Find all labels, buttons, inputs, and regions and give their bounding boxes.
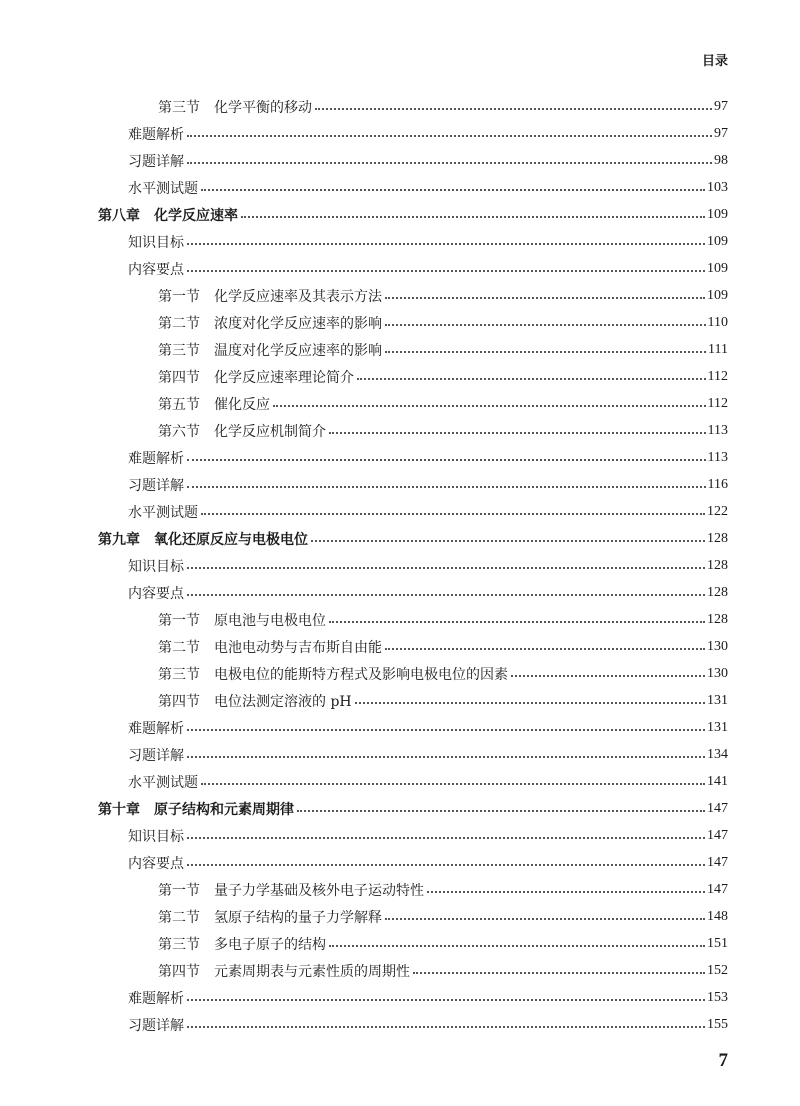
dot-leader: [187, 728, 705, 731]
toc-subentry[interactable]: [0, 471, 728, 498]
table-of-contents: [0, 93, 800, 1038]
toc-section-entry[interactable]: [0, 282, 728, 309]
toc-entry-page: 130: [707, 665, 728, 681]
dot-leader: [187, 161, 712, 164]
toc-entry-label: [98, 529, 308, 549]
dot-leader: [187, 485, 706, 488]
dot-leader: [201, 782, 705, 785]
toc-entry-title: 化学反应速率及其表示方法: [214, 288, 382, 305]
toc-entry-number: 第十章: [98, 801, 140, 818]
toc-entry-label: [158, 421, 326, 441]
toc-entry-title: 习题详解: [128, 1017, 184, 1034]
toc-entry-page: 128: [707, 584, 728, 600]
toc-entry-number: 第六节: [158, 423, 200, 440]
dot-leader: [187, 1025, 705, 1028]
toc-subentry[interactable]: [0, 147, 728, 174]
toc-entry-title: 水平测试题: [128, 180, 198, 197]
toc-subentry[interactable]: [0, 822, 728, 849]
toc-subentry[interactable]: [0, 255, 728, 282]
toc-entry-page: 141: [707, 773, 728, 789]
toc-entry-title: 催化反应: [214, 396, 270, 413]
toc-entry-label: [158, 610, 326, 630]
toc-section-entry[interactable]: [0, 309, 728, 336]
toc-entry-title: 内容要点: [128, 855, 184, 872]
toc-chapter-entry[interactable]: [0, 201, 728, 228]
dot-leader: [273, 404, 706, 407]
toc-entry-page: 128: [707, 611, 728, 627]
toc-entry-title: 内容要点: [128, 585, 184, 602]
toc-subentry[interactable]: [0, 120, 728, 147]
toc-entry-number: 第一节: [158, 612, 200, 629]
dot-leader: [385, 296, 705, 299]
toc-entry-number: 第一节: [158, 882, 200, 899]
toc-entry-page: 112: [707, 395, 728, 411]
dot-leader: [201, 188, 705, 191]
toc-entry-number: 第四节: [158, 369, 200, 386]
toc-entry-page: 147: [707, 800, 728, 816]
toc-entry-label: [128, 772, 198, 792]
toc-entry-label: [98, 205, 238, 225]
toc-entry-label: [158, 394, 270, 414]
toc-entry-label: [158, 286, 382, 306]
toc-section-entry[interactable]: [0, 930, 728, 957]
toc-subentry[interactable]: [0, 849, 728, 876]
toc-entry-page: 112: [707, 368, 728, 384]
dot-leader: [187, 458, 706, 461]
dot-leader: [187, 566, 705, 569]
toc-entry-label: [158, 340, 382, 360]
dot-leader: [297, 809, 705, 812]
toc-entry-title: 化学平衡的移动: [214, 99, 312, 116]
toc-entry-number: 第九章: [98, 531, 140, 548]
toc-entry-label: [158, 691, 352, 711]
toc-entry-number: 第五节: [158, 396, 200, 413]
toc-entry-label: [158, 367, 354, 387]
toc-subentry[interactable]: [0, 552, 728, 579]
toc-entry-page: 155: [707, 1016, 728, 1032]
toc-entry-title: 习题详解: [128, 747, 184, 764]
toc-entry-page: 134: [707, 746, 728, 762]
toc-entry-title: 知识目标: [128, 828, 184, 845]
dot-leader: [385, 647, 705, 650]
toc-entry-title: 难题解析: [128, 450, 184, 467]
dot-leader: [355, 701, 705, 704]
dot-leader: [187, 863, 705, 866]
toc-entry-title: 难题解析: [128, 720, 184, 737]
toc-entry-page: 153: [707, 989, 728, 1005]
dot-leader: [329, 944, 705, 947]
toc-entry-number: 第二节: [158, 315, 200, 332]
toc-section-entry[interactable]: [0, 876, 728, 903]
toc-entry-page: 97: [714, 125, 728, 141]
toc-entry-page: 116: [707, 476, 728, 492]
toc-entry-title: 电池电动势与吉布斯自由能: [214, 639, 382, 656]
toc-subentry[interactable]: [0, 174, 728, 201]
toc-entry-label: [128, 232, 184, 252]
dot-leader: [427, 890, 705, 893]
toc-entry-label: [128, 718, 184, 738]
toc-entry-number: 第三节: [158, 936, 200, 953]
toc-subentry[interactable]: [0, 768, 728, 795]
toc-entry-label: [128, 502, 198, 522]
toc-entry-page: 110: [707, 314, 728, 330]
toc-entry-number: 第三节: [158, 666, 200, 683]
toc-subentry[interactable]: [0, 579, 728, 606]
toc-section-entry[interactable]: [0, 390, 728, 417]
toc-entry-label: [128, 988, 184, 1008]
dot-leader: [187, 269, 705, 272]
toc-entry-label: [128, 853, 184, 873]
toc-entry-title: 化学反应机制简介: [214, 423, 326, 440]
toc-entry-page: 147: [707, 827, 728, 843]
toc-entry-number: 第四节: [158, 693, 200, 710]
toc-entry-label: [128, 556, 184, 576]
toc-entry-title: 氧化还原反应与电极电位: [154, 531, 308, 548]
toc-entry-number: 第三节: [158, 342, 200, 359]
toc-entry-label: [128, 259, 184, 279]
toc-entry-title: 元素周期表与元素性质的周期性: [214, 963, 410, 980]
toc-entry-label: [128, 124, 184, 144]
dot-leader: [413, 971, 705, 974]
toc-entry-page: 111: [708, 341, 728, 357]
dot-leader: [315, 107, 712, 110]
toc-entry-page: 109: [707, 260, 728, 276]
toc-section-entry[interactable]: [0, 363, 728, 390]
toc-entry-page: 147: [707, 881, 728, 897]
toc-entry-label: [158, 907, 382, 927]
toc-chapter-entry[interactable]: [0, 795, 728, 822]
toc-entry-page: 128: [707, 557, 728, 573]
toc-entry-title: 多电子原子的结构: [214, 936, 326, 953]
dot-leader: [329, 431, 706, 434]
toc-entry-page: 131: [707, 719, 728, 735]
toc-chapter-entry[interactable]: [0, 525, 728, 552]
toc-subentry[interactable]: [0, 714, 728, 741]
toc-section-entry[interactable]: [0, 336, 728, 363]
toc-entry-label: [158, 934, 326, 954]
toc-entry-page: 113: [707, 449, 728, 465]
page-number: 7: [718, 1050, 728, 1071]
toc-entry-page: 148: [707, 908, 728, 924]
dot-leader: [201, 512, 705, 515]
toc-entry-title: 难题解析: [128, 126, 184, 143]
dot-leader: [187, 134, 712, 137]
toc-section-entry[interactable]: [0, 903, 728, 930]
toc-subentry[interactable]: [0, 984, 728, 1011]
toc-entry-page: 97: [714, 98, 728, 114]
toc-section-entry[interactable]: [0, 957, 728, 984]
toc-entry-title: 原电池与电极电位: [214, 612, 326, 629]
toc-section-entry[interactable]: [0, 93, 728, 120]
toc-entry-title: 电极电位的能斯特方程式及影响电极电位的因素: [214, 666, 508, 683]
toc-entry-title: 水平测试题: [128, 504, 198, 521]
toc-section-entry[interactable]: [0, 687, 728, 714]
dot-leader: [187, 836, 705, 839]
dot-leader: [187, 242, 705, 245]
running-header: 目录: [701, 53, 728, 68]
toc-entry-title: 难题解析: [128, 990, 184, 1007]
toc-entry-label: [98, 799, 294, 819]
toc-entry-label: [158, 97, 312, 117]
toc-entry-number: 第二节: [158, 909, 200, 926]
toc-entry-label: [128, 745, 184, 765]
toc-section-entry[interactable]: [0, 633, 728, 660]
toc-entry-number: 第一节: [158, 288, 200, 305]
dot-leader: [385, 323, 706, 326]
toc-entry-page: 152: [707, 962, 728, 978]
toc-entry-page: 151: [707, 935, 728, 951]
toc-entry-label: [128, 448, 184, 468]
toc-entry-title: 知识目标: [128, 234, 184, 251]
toc-entry-title: 习题详解: [128, 153, 184, 170]
toc-entry-label: [128, 826, 184, 846]
toc-entry-label: [158, 664, 508, 684]
toc-entry-title: 温度对化学反应速率的影响: [214, 342, 382, 359]
toc-entry-title: 知识目标: [128, 558, 184, 575]
toc-entry-title: 化学反应速率理论简介: [214, 369, 354, 386]
toc-section-entry[interactable]: [0, 606, 728, 633]
toc-entry-label: [128, 178, 198, 198]
toc-entry-title: 化学反应速率: [154, 207, 238, 224]
dot-leader: [385, 350, 706, 353]
toc-entry-page: 109: [707, 233, 728, 249]
toc-entry-label: [158, 961, 410, 981]
toc-entry-page: 98: [714, 152, 728, 168]
toc-entry-title: 氢原子结构的量子力学解释: [214, 909, 382, 926]
dot-leader: [357, 377, 706, 380]
toc-entry-page: 131: [707, 692, 728, 708]
dot-leader: [187, 998, 705, 1001]
toc-entry-page: 103: [707, 179, 728, 195]
toc-entry-number: 第二节: [158, 639, 200, 656]
toc-subentry[interactable]: [0, 1011, 728, 1038]
toc-entry-page: 109: [707, 206, 728, 222]
toc-entry-label: [128, 151, 184, 171]
toc-entry-title: 习题详解: [128, 477, 184, 494]
toc-entry-label: [158, 313, 382, 333]
toc-subentry[interactable]: [0, 228, 728, 255]
toc-entry-page: 128: [707, 530, 728, 546]
toc-entry-title: 电位法测定溶液的 pH: [214, 693, 352, 710]
toc-entry-page: 122: [707, 503, 728, 519]
toc-entry-label: [158, 637, 382, 657]
toc-entry-number: 第八章: [98, 207, 140, 224]
dot-leader: [511, 674, 705, 677]
toc-entry-title: 内容要点: [128, 261, 184, 278]
toc-section-entry[interactable]: [0, 660, 728, 687]
dot-leader: [241, 215, 705, 218]
toc-entry-number: 第三节: [158, 99, 200, 116]
toc-entry-label: [158, 880, 424, 900]
toc-entry-title: 浓度对化学反应速率的影响: [214, 315, 382, 332]
toc-subentry[interactable]: [0, 741, 728, 768]
toc-section-entry[interactable]: [0, 417, 728, 444]
toc-entry-page: 130: [707, 638, 728, 654]
toc-entry-page: 113: [707, 422, 728, 438]
dot-leader: [329, 620, 705, 623]
toc-subentry[interactable]: [0, 444, 728, 471]
toc-entry-page: 109: [707, 287, 728, 303]
toc-entry-label: [128, 475, 184, 495]
toc-entry-label: [128, 583, 184, 603]
toc-subentry[interactable]: [0, 498, 728, 525]
toc-entry-title: 原子结构和元素周期律: [154, 801, 294, 818]
toc-entry-title: 水平测试题: [128, 774, 198, 791]
toc-entry-title: 量子力学基础及核外电子运动特性: [214, 882, 424, 899]
dot-leader: [187, 593, 705, 596]
toc-entry-number: 第四节: [158, 963, 200, 980]
toc-entry-label: [128, 1015, 184, 1035]
dot-leader: [187, 755, 705, 758]
toc-entry-page: 147: [707, 854, 728, 870]
dot-leader: [385, 917, 705, 920]
dot-leader: [311, 539, 705, 542]
